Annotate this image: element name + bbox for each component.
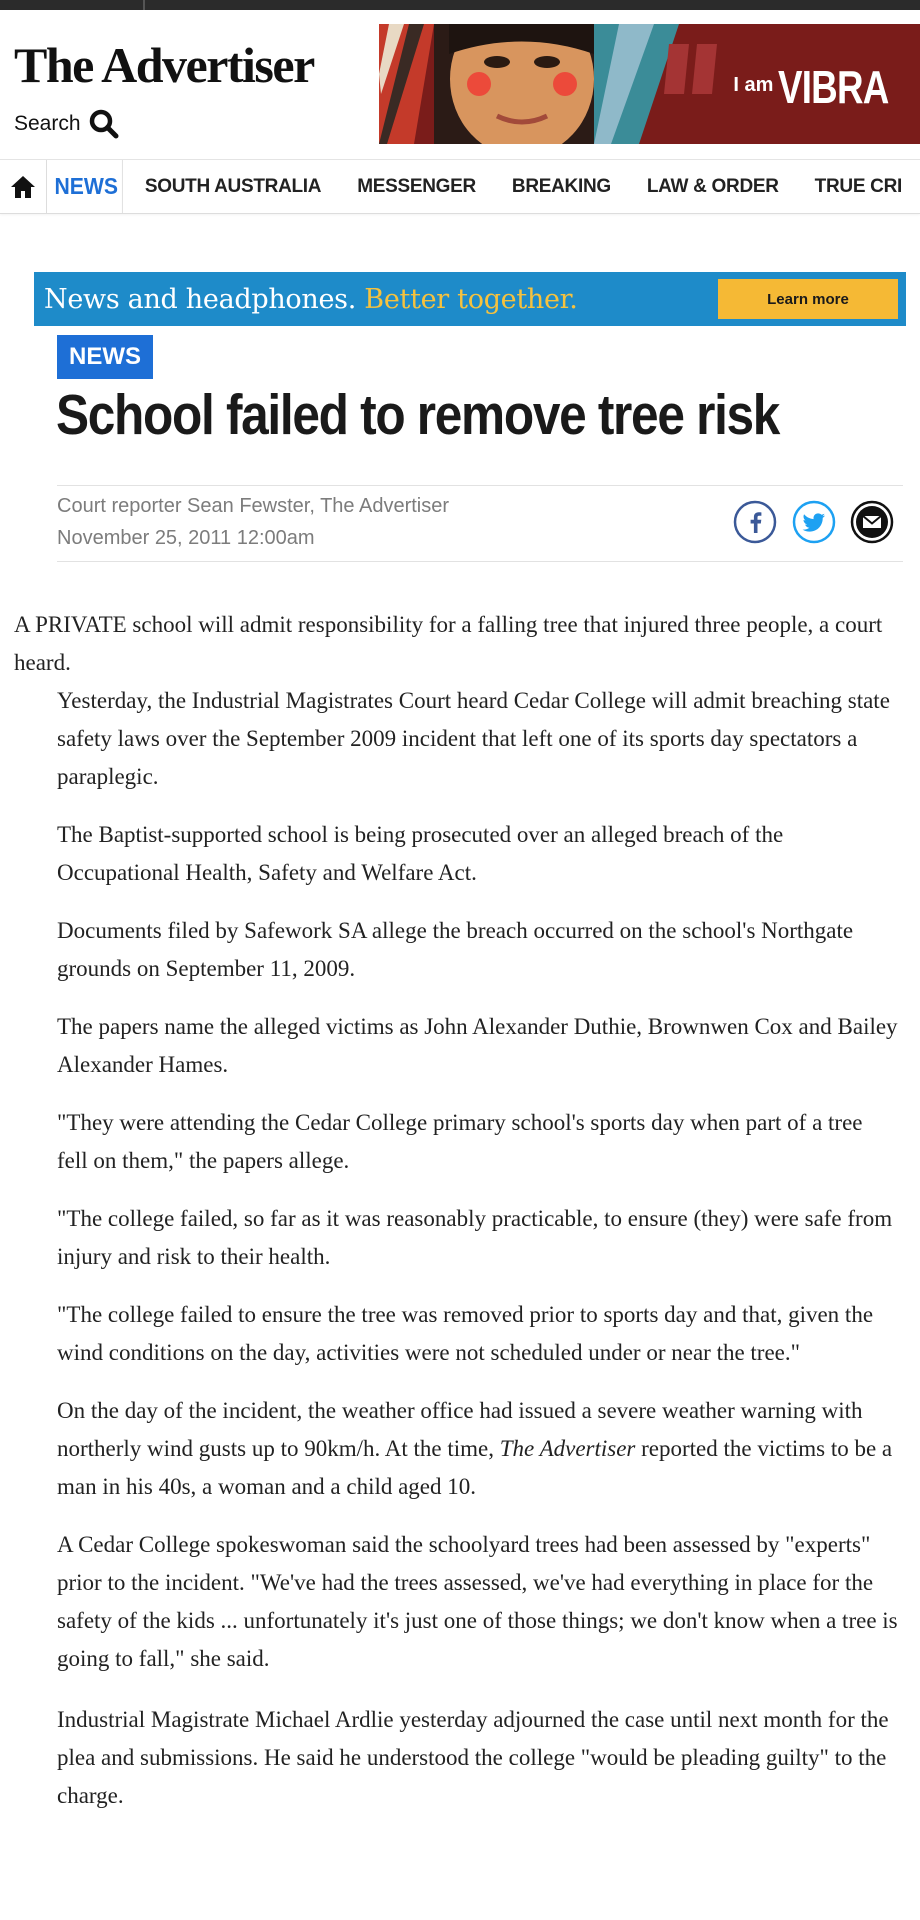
article-paragraph: The Baptist-supported school is being prosecuted over an alleged breach of the Occupational Health, Safety and Welfare Act. <box>57 822 784 885</box>
advertisement-banner[interactable] <box>379 24 920 144</box>
site-logo[interactable]: The Advertiser <box>14 37 314 93</box>
article-paragraph <box>57 1392 898 1506</box>
search-label: Search <box>14 112 81 135</box>
ad-slogan-small: I am <box>733 74 774 96</box>
publication-name: The Advertiser <box>499 1436 636 1461</box>
nav-item-law-order[interactable]: LAW & ORDER <box>646 175 779 197</box>
ad-slogan <box>733 60 916 114</box>
article-lead-paragraph: A PRIVATE school will admit responsibility for a falling tree that injured three people, a court heard. <box>14 612 883 675</box>
nav-item-messenger[interactable]: MESSENGER <box>357 175 476 197</box>
article-paragraph-text: reported the victims to be a man in his 40s, a woman and a child aged 10. <box>57 1436 893 1499</box>
article-paragraph: A Cedar College spokeswoman said the schoolyard trees had been assessed by "experts" prior to the incident. "We've had the trees assessed, we've had everything in place for the safety of the kids ... unfortunately it's just one of those things; we don't know when a tree is going to fall," she said. <box>57 1532 898 1671</box>
facebook-share-icon[interactable] <box>733 500 777 544</box>
nav-home-button[interactable] <box>0 160 47 213</box>
nav-item-news[interactable]: NEWS <box>51 160 124 213</box>
article-paragraph: "They were attending the Cedar College primary school's sports day when part of a tree fell on them," the papers allege. <box>57 1110 863 1173</box>
article-paragraph: Documents filed by Safework SA allege the breach occurred on the school's Northgate grounds on September 11, 2009. <box>57 918 854 981</box>
promo-text-accent: Better together. <box>364 283 578 315</box>
learn-more-button[interactable]: Learn more <box>718 279 898 319</box>
promo-text-main: News and headphones. <box>44 283 356 315</box>
home-icon <box>10 175 36 199</box>
nav-item-breaking[interactable]: BREAKING <box>511 175 611 197</box>
top-bar <box>0 0 920 10</box>
byline-date: November 25, 2011 12:00am <box>57 527 315 549</box>
article-paragraph: Industrial Magistrate Michael Ardlie yesterday adjourned the case until next month for the plea and submissions. He said he understood the college "would be pleading guilty" to the charge. <box>57 1707 889 1808</box>
article-headline: School failed to remove tree risk <box>56 383 780 447</box>
twitter-share-icon[interactable] <box>792 500 836 544</box>
article-body <box>0 606 920 1815</box>
byline-author: Court reporter Sean Fewster, The Advertiser <box>57 495 450 517</box>
masthead <box>0 10 920 160</box>
ad-slogan-big: VIBRA <box>777 61 889 113</box>
main-navigation <box>0 160 920 214</box>
search-icon <box>87 107 121 141</box>
top-bar-divider <box>143 0 145 10</box>
section-kicker[interactable]: NEWS <box>57 335 153 379</box>
article-paragraph: "The college failed to ensure the tree was removed prior to sports day and that, given the wind conditions on the day, activities were not scheduled under or near the tree." <box>57 1302 874 1365</box>
article-paragraph-text: On the day of the incident, the weather office had issued a severe weather warning with northerly wind gusts up to 90km/h. At the time, <box>57 1398 863 1461</box>
email-share-icon[interactable] <box>850 500 894 544</box>
promo-text <box>44 284 578 315</box>
article-paragraph: "The college failed, so far as it was reasonably practicable, to ensure (they) were safe from injury and risk to their health. <box>57 1206 893 1269</box>
search-button[interactable] <box>14 107 121 141</box>
article-paragraph: Yesterday, the Industrial Magistrates Court heard Cedar College will admit breaching state safety laws over the September 2009 incident that left one of its sports day spectators a paraplegic. <box>57 688 890 789</box>
nav-item-true-crime[interactable]: TRUE CRI <box>814 175 902 197</box>
nav-item-south-australia[interactable]: SOUTH AUSTRALIA <box>144 175 322 197</box>
byline <box>57 485 903 562</box>
promo-banner[interactable] <box>34 272 906 326</box>
article-paragraph: The papers name the alleged victims as John Alexander Duthie, Brownwen Cox and Bailey Alexander Hames. <box>57 1014 898 1077</box>
